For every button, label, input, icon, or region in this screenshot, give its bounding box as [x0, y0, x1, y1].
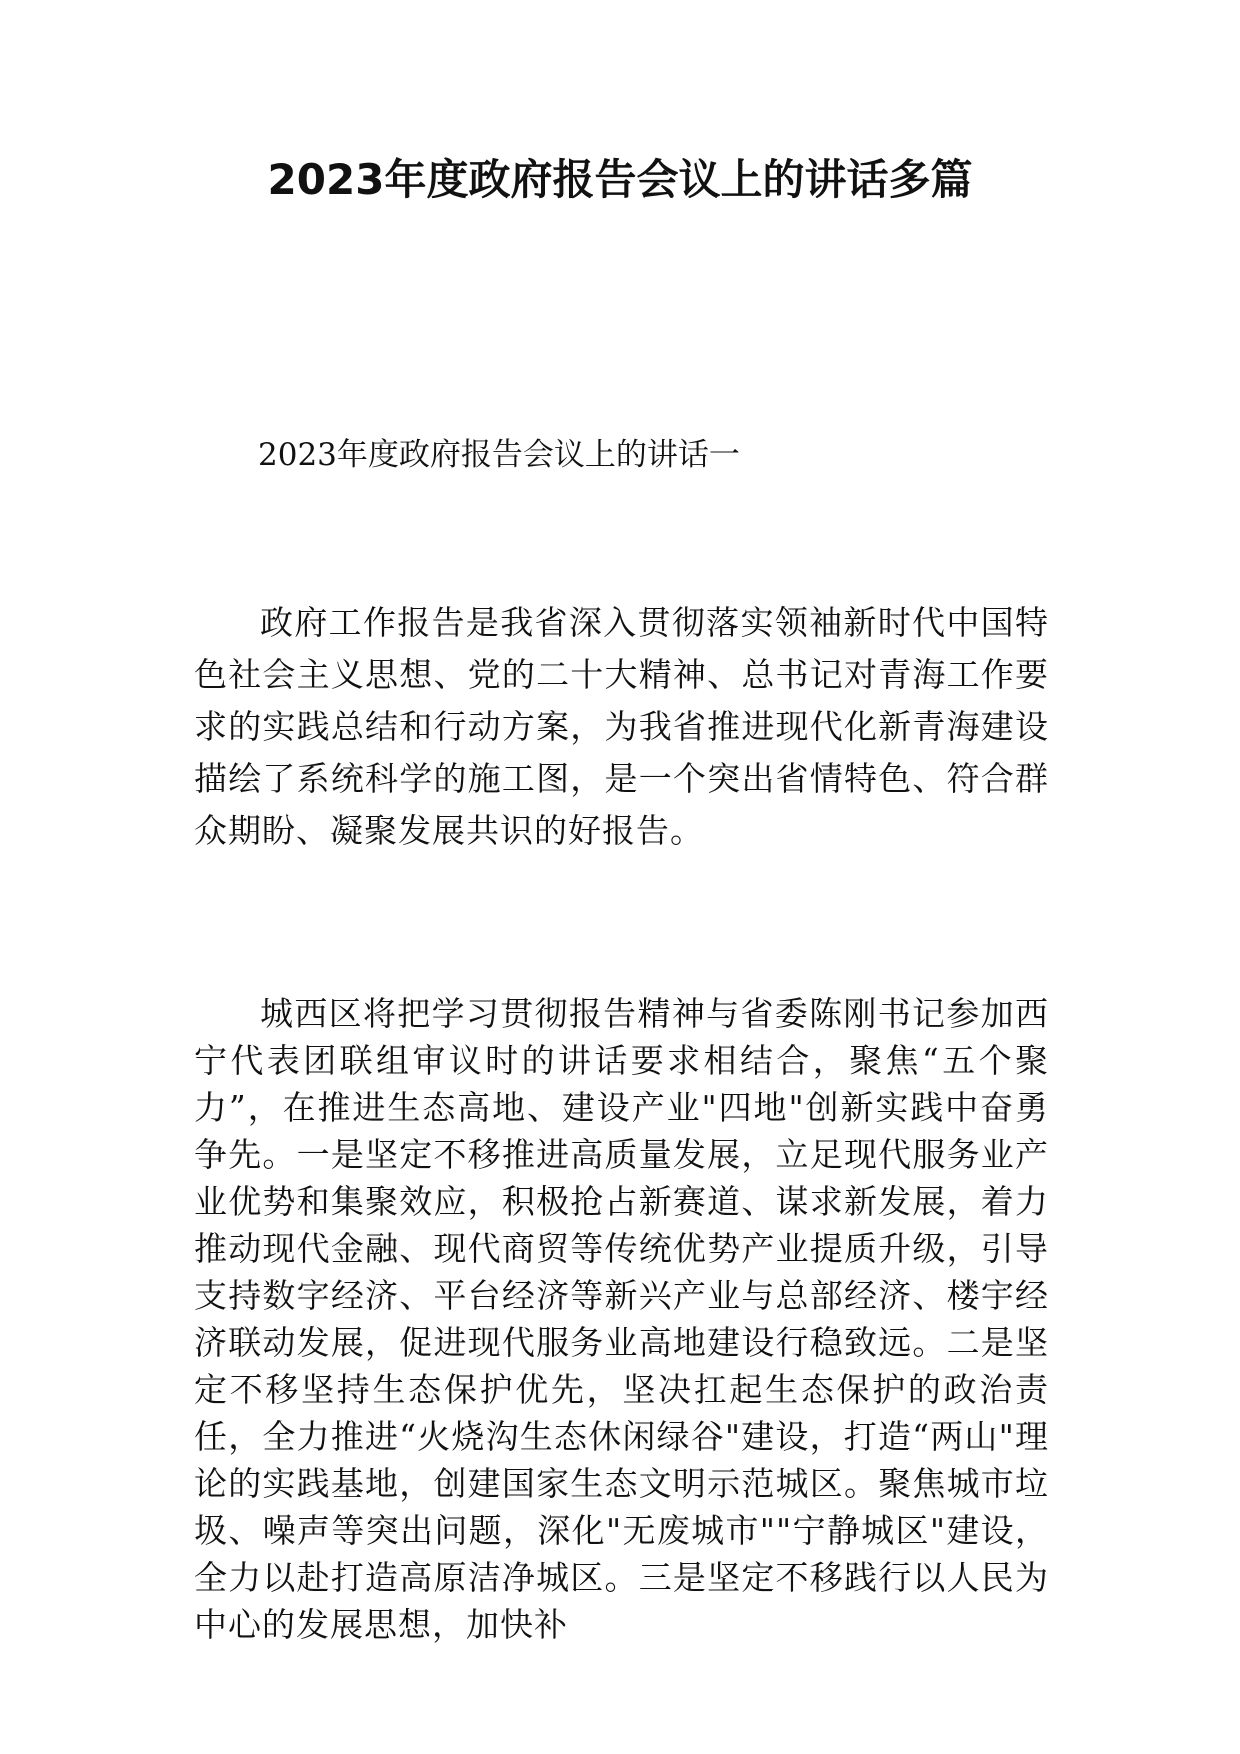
- document-title: 2023年度政府报告会议上的讲话多篇: [267, 155, 973, 204]
- body-paragraph-2: 城西区将把学习贯彻报告精神与省委陈刚书记参加西宁代表团联组审议时的讲话要求相结合，聚焦“五个聚力”，在推进生态高地、建设产业"四地"创新实践中奋勇争先。一是坚定不移推进高质量发展，立足现代服务业产业优势和集聚效应，积极抢占新赛道、谋求新发展，着力推动现代金融、现代商贸等传统优势产业提质升级，引导支持数字经济、平台经济等新兴产业与总部经济、楼宇经济联动发展，促进现代服务业高地建设行稳致远。二是坚定不移坚持生态保护优先，坚决扛起生态保护的政治责任，全力推进“火烧沟生态休闲绿谷"建设，打造“两山"理论的实践基地，创建国家生态文明示范城区。聚焦城市垃圾、噪声等突出问题，深化"无废城市""宁静城区"建设，全力以赴打造高原洁净城区。三是坚定不移践行以人民为中心的发展思想，加快补: [194, 994, 1049, 1644]
- body-paragraph-1: 政府工作报告是我省深入贯彻落实领袖新时代中国特色社会主义思想、党的二十大精神、总书记对青海工作要求的实践总结和行动方案，为我省推进现代化新青海建设描绘了系统科学的施工图，是一个突出省情特色、符合群众期盼、凝聚发展共识的好报告。: [194, 603, 1049, 850]
- section-heading: 2023年度政府报告会议上的讲话一: [258, 437, 740, 473]
